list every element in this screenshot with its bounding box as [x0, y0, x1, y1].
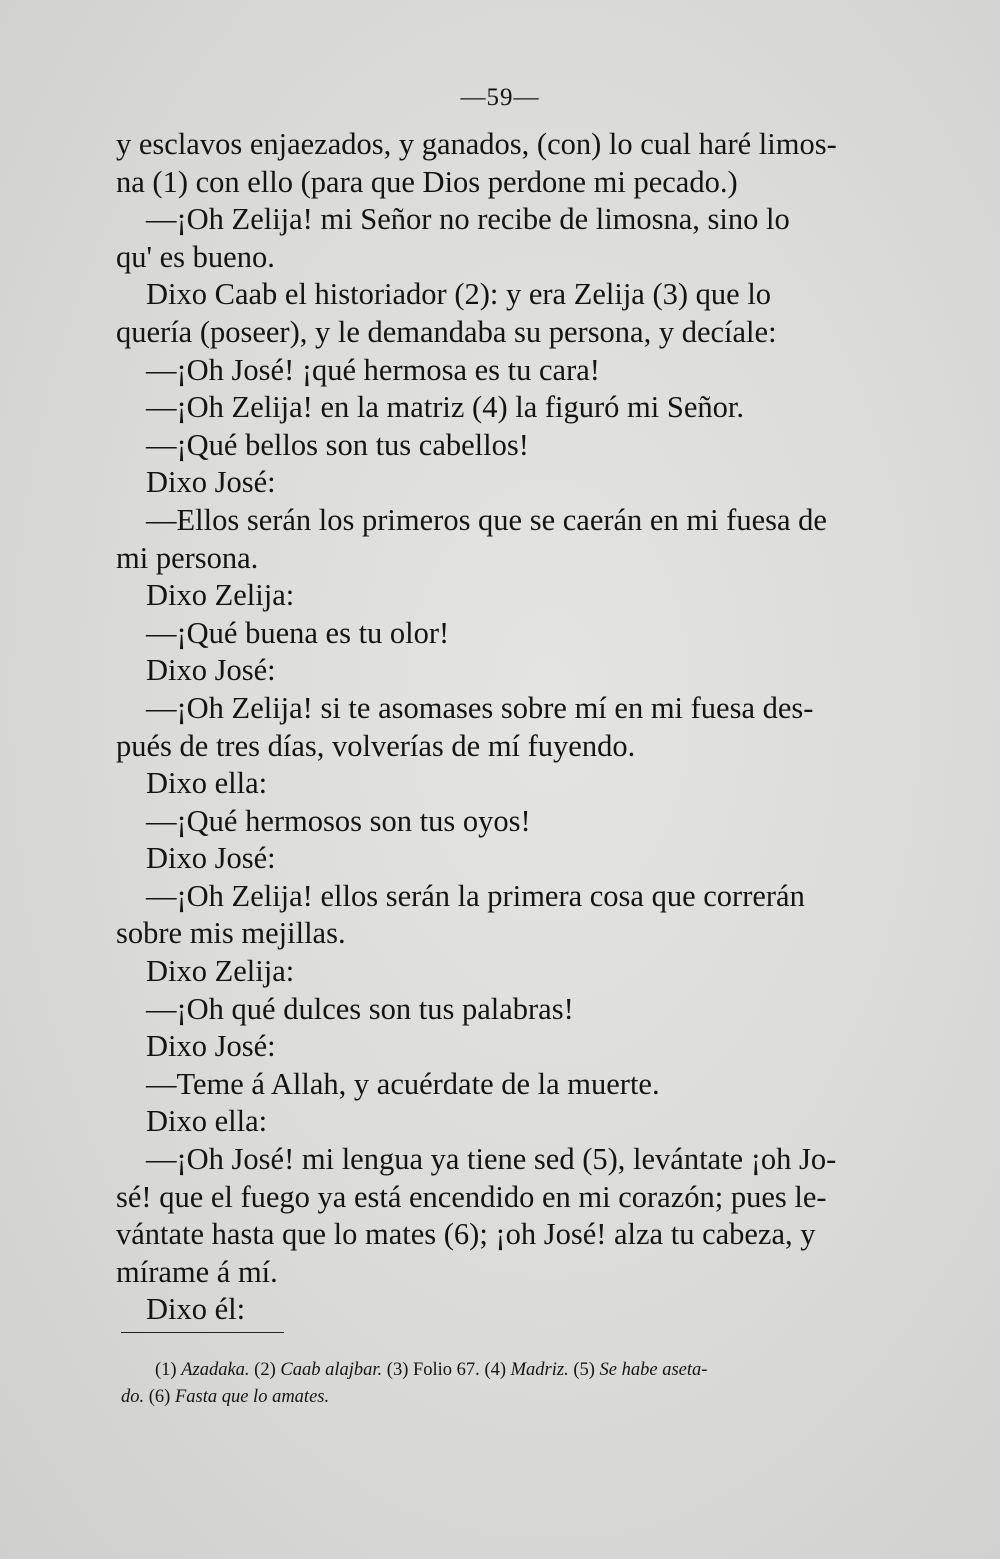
text-line: —¡Oh Zelija! mi Señor no recibe de limosna, sino lo — [146, 202, 790, 237]
text-line: —¡Qué bellos son tus cabellos! — [146, 427, 529, 462]
text-line: —¡Oh Zelija! en la matriz (4) la figuró mi Señor. — [146, 390, 744, 425]
footnote-text: Madriz. — [510, 1360, 569, 1380]
text-line: —Teme á Allah, y acuérdate de la muerte. — [146, 1066, 660, 1101]
footnote-text: Fasta que lo amates. — [174, 1387, 330, 1407]
text-line: mírame á mí. — [116, 1254, 278, 1289]
text-line: mi persona. — [116, 540, 259, 575]
text-line: —Ellos serán los primeros que se caerán en mi fuesa de — [146, 502, 827, 537]
text-line: —¡Oh qué dulces son tus palabras! — [146, 991, 574, 1026]
footnote-line — [121, 1357, 891, 1384]
footnote-marker: (6) — [148, 1387, 171, 1407]
footnote-marker: (4) — [484, 1360, 507, 1380]
text-line: —¡Qué buena es tu olor! — [146, 615, 450, 650]
text-line: vántate hasta que lo mates (6); ¡oh José! alza tu cabeza, y — [116, 1217, 816, 1252]
footnote-divider — [121, 1332, 284, 1333]
text-line: —¡Qué hermosos son tus oyos! — [146, 803, 531, 838]
text-line: Dixo José: — [146, 465, 276, 500]
text-line: Dixo José: — [146, 653, 276, 688]
footnote-text: do. — [121, 1387, 145, 1407]
text-line: na (1) con ello (para que Dios perdone mi pecado.) — [116, 164, 738, 199]
body-text — [116, 126, 886, 1329]
text-line: sé! que el fuego ya está encendido en mi corazón; pues le- — [116, 1179, 827, 1214]
text-line: y esclavos enjaezados, y ganados, (con) lo cual haré limos- — [116, 127, 837, 161]
footnote-text: Se habe aseta- — [599, 1360, 708, 1380]
footnote-marker: (3) — [386, 1360, 409, 1380]
text-line: Dixo ella: — [146, 766, 268, 801]
text-line: qu' es bueno. — [116, 239, 275, 274]
page-number: —59— — [460, 84, 540, 111]
footnote-text: Caab alajbar. — [280, 1360, 383, 1380]
text-line: Dixo Zelija: — [146, 954, 295, 989]
text-line: Dixo Caab el historiador (2): y era Zelija (3) que lo — [146, 277, 772, 312]
text-line: Dixo Zelija: — [146, 578, 295, 613]
text-line: —¡Oh Zelija! si te asomases sobre mí en mi fuesa des- — [146, 690, 814, 725]
text-line: Dixo José: — [146, 1029, 276, 1064]
text-line: pués de tres días, volverías de mí fuyendo. — [116, 728, 636, 763]
text-line: Dixo José: — [146, 841, 276, 876]
footnote-text: Folio 67. — [412, 1360, 480, 1380]
text-line: —¡Oh Zelija! ellos serán la primera cosa que correrán — [146, 878, 805, 913]
text-line: Dixo ella: — [146, 1104, 268, 1139]
footnotes — [121, 1357, 891, 1411]
text-line: Dixo él: — [146, 1292, 246, 1327]
footnote-marker: (2) — [254, 1360, 276, 1380]
text-line: —¡Oh José! ¡qué hermosa es tu cara! — [146, 352, 600, 387]
text-line: sobre mis mejillas. — [116, 916, 346, 951]
footnote-marker: (5) — [573, 1360, 595, 1380]
text-line: —¡Oh José! mi lengua ya tiene sed (5), levántate ¡oh Jo- — [146, 1142, 837, 1177]
text-line: quería (poseer), y le demandaba su persona, y decíale: — [116, 314, 777, 349]
footnote-marker: (1) — [155, 1360, 177, 1380]
footnote-text: Azadaka. — [181, 1360, 250, 1380]
footnote-line — [121, 1384, 891, 1411]
